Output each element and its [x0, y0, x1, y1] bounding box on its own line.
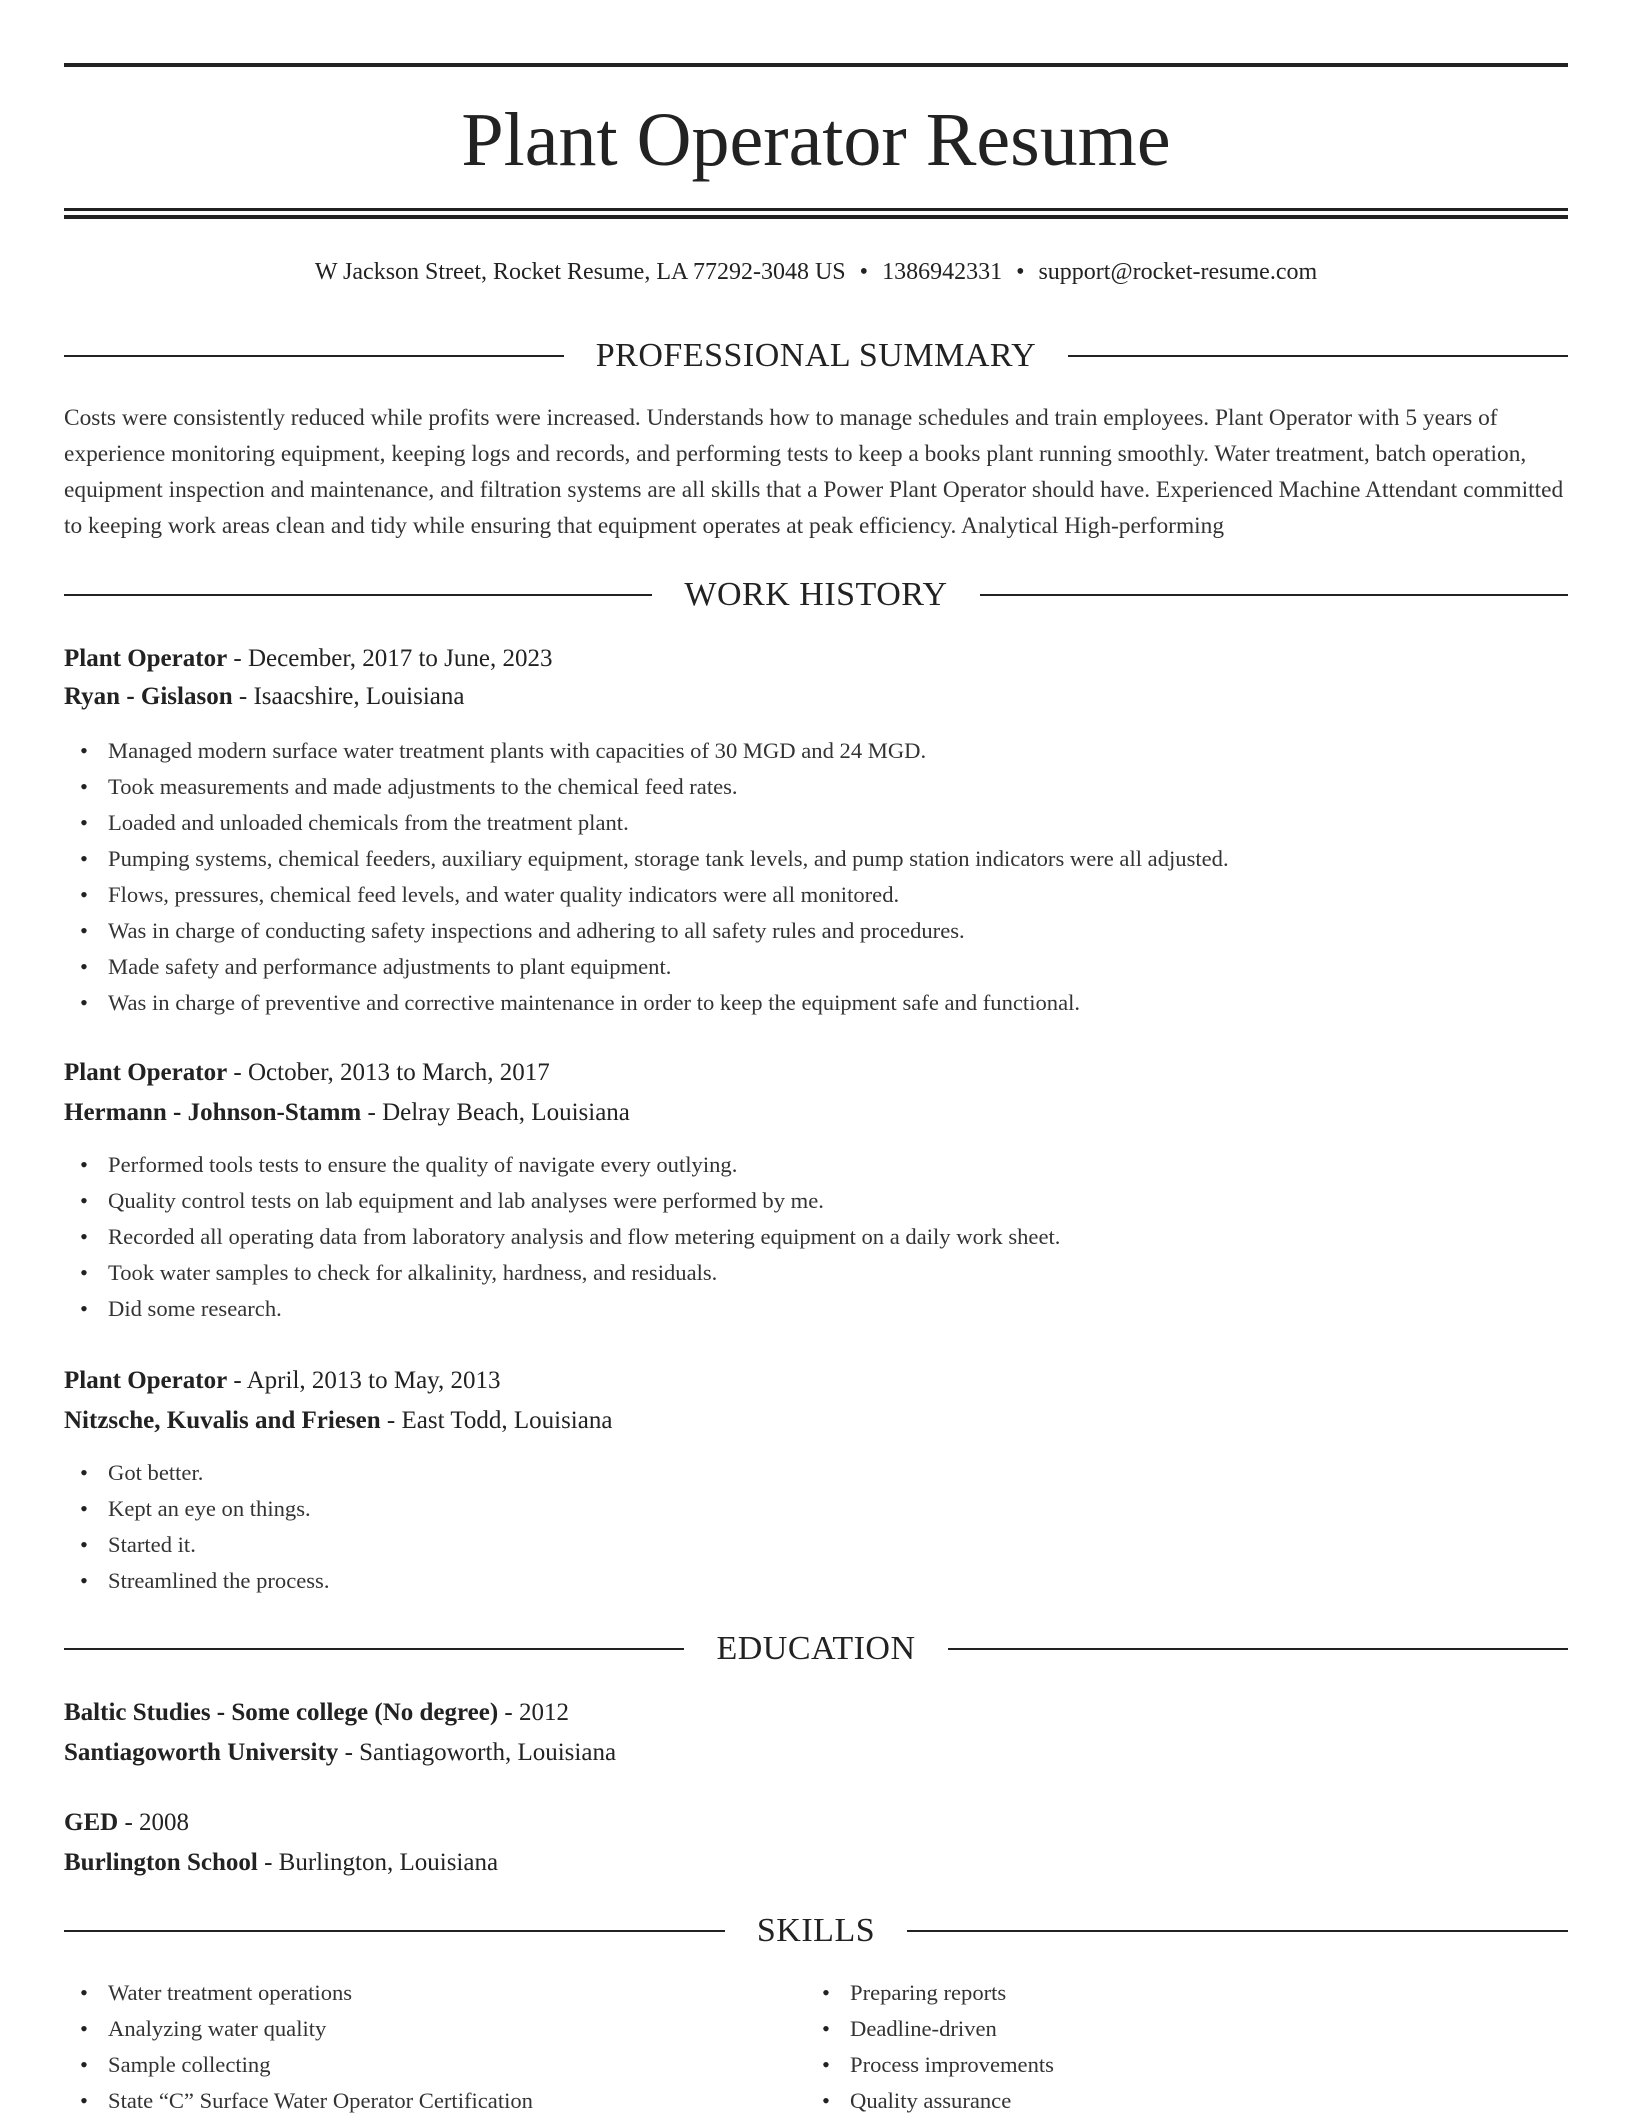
section-heading-skills	[64, 1911, 1568, 1951]
contact-email[interactable]: support@rocket-resume.com	[1038, 259, 1318, 285]
list-item: • Got better.	[108, 1455, 329, 1491]
job-location: East Todd, Louisiana	[401, 1407, 613, 1434]
skills-list-right	[806, 1975, 1054, 2119]
heading-rule-left	[64, 355, 564, 357]
contact-separator: •	[859, 259, 869, 285]
job-dates: April, 2013 to May, 2013	[246, 1367, 501, 1394]
education-degree: Baltic Studies - Some college (No degree)	[64, 1699, 499, 1726]
list-item: • Kept an eye on things.	[108, 1491, 329, 1527]
heading-rule-right	[1068, 355, 1568, 357]
skill-item: • Deadline-driven	[850, 2011, 1054, 2047]
job-title-line: Plant Operator - December, 2017 to June, 2023	[64, 645, 553, 672]
job-title-line: Plant Operator - October, 2013 to March, 2017	[64, 1059, 550, 1086]
list-item: • Performed tools tests to ensure the quality of navigate every outlying.	[108, 1147, 1060, 1183]
list-item: • Took measurements and made adjustments to the chemical feed rates.	[108, 769, 1229, 805]
list-item: • Was in charge of preventive and corrective maintenance in order to keep the equipment safe and functional.	[108, 985, 1229, 1021]
education-school: Burlington School	[64, 1849, 258, 1876]
list-item: • Took water samples to check for alkalinity, hardness, and residuals.	[108, 1255, 1060, 1291]
contact-phone: 1386942331	[882, 259, 1003, 285]
education-school-line: Santiagoworth University - Santiagoworth, Louisiana	[64, 1739, 617, 1766]
job-location: Isaacshire, Louisiana	[253, 683, 465, 710]
list-item: • Did some research.	[108, 1291, 1060, 1327]
list-item: • Quality control tests on lab equipment and lab analyses were performed by me.	[108, 1183, 1060, 1219]
skill-item: • Analyzing water quality	[108, 2011, 533, 2047]
education-school-line: Burlington School - Burlington, Louisiana	[64, 1849, 499, 1876]
top-rule	[64, 63, 1568, 67]
job-company-line: Nitzsche, Kuvalis and Friesen - East Todd, Louisiana	[64, 1407, 613, 1434]
skill-item: • Process improvements	[850, 2047, 1054, 2083]
job-bullets	[64, 1147, 1060, 1327]
contact-separator: •	[1016, 259, 1025, 285]
skill-item: • Water treatment operations	[108, 1975, 533, 2011]
contact-address: W Jackson Street, Rocket Resume, LA 77292-3048 US	[314, 259, 846, 285]
job-location: Delray Beach, Louisiana	[382, 1099, 630, 1126]
section-title: SKILLS	[756, 1912, 876, 1949]
section-heading-education	[64, 1629, 1568, 1669]
skill-item: • State “C” Surface Water Operator Certification	[108, 2083, 533, 2119]
job-bullets	[64, 1455, 329, 1599]
job-company: Ryan - Gislason	[64, 683, 233, 710]
job-title: Plant Operator	[64, 1059, 228, 1086]
list-item: • Loaded and unloaded chemicals from the treatment plant.	[108, 805, 1229, 841]
skill-item: • Preparing reports	[850, 1975, 1054, 2011]
section-heading-work-history	[64, 575, 1568, 615]
education-location: Santiagoworth, Louisiana	[359, 1739, 617, 1766]
list-item: • Was in charge of conducting safety inspections and adhering to all safety rules and procedures.	[108, 913, 1229, 949]
education-year: 2008	[139, 1809, 190, 1836]
section-heading-summary	[64, 336, 1568, 376]
skill-item: • Sample collecting	[108, 2047, 533, 2083]
education-location: Burlington, Louisiana	[278, 1849, 499, 1876]
education-school: Santiagoworth University	[64, 1739, 339, 1766]
resume-title: Plant Operator Resume	[461, 98, 1171, 182]
skills-list-left	[64, 1975, 533, 2119]
job-dates: October, 2013 to March, 2017	[248, 1059, 550, 1086]
job-title-line: Plant Operator - April, 2013 to May, 2013	[64, 1367, 501, 1394]
list-item: • Started it.	[108, 1527, 329, 1563]
list-item: • Streamlined the process.	[108, 1563, 329, 1599]
list-item: • Flows, pressures, chemical feed levels, and water quality indicators were all monitored.	[108, 877, 1229, 913]
education-year: 2012	[519, 1699, 569, 1726]
education-degree: GED	[64, 1809, 119, 1836]
job-title: Plant Operator	[64, 645, 228, 672]
job-company-line: Ryan - Gislason - Isaacshire, Louisiana	[64, 683, 465, 710]
list-item: • Pumping systems, chemical feeders, auxiliary equipment, storage tank levels, and pump station indicators were all adjusted.	[108, 841, 1229, 877]
job-company-line: Hermann - Johnson-Stamm - Delray Beach, Louisiana	[64, 1099, 630, 1126]
heading-rule-right	[980, 594, 1568, 596]
contact-line	[64, 255, 1568, 289]
section-title: WORK HISTORY	[684, 576, 948, 613]
heading-rule-right	[948, 1648, 1568, 1650]
heading-rule-left	[64, 594, 652, 596]
section-title: EDUCATION	[716, 1630, 916, 1667]
title-rule-upper	[64, 208, 1568, 211]
skill-item: • Quality assurance	[850, 2083, 1054, 2119]
education-degree-line: Baltic Studies - Some college (No degree) - 2012	[64, 1699, 569, 1726]
job-company: Hermann - Johnson-Stamm	[64, 1099, 362, 1126]
job-bullets	[64, 733, 1229, 1021]
heading-rule-right	[907, 1930, 1568, 1932]
heading-rule-left	[64, 1930, 725, 1932]
section-title: PROFESSIONAL SUMMARY	[595, 337, 1037, 374]
title-rule-lower	[64, 215, 1568, 219]
list-item: • Made safety and performance adjustments to plant equipment.	[108, 949, 1229, 985]
education-degree-line: GED - 2008	[64, 1809, 190, 1836]
heading-rule-left	[64, 1648, 684, 1650]
summary-paragraph: Costs were consistently reduced while profits were increased. Understands how to manage schedules and train employees. Plant Operator with 5 years of experience monitoring equipment, keeping logs and records, and performing tests to keep a books plant running smoothly. Water treatment, batch operation, equipment inspection and maintenance, and filtration systems are all skills that a Power Plant Operator should have. Experienced Machine Attendant committed to keeping work areas clean and tidy while ensuring that equipment operates at peak efficiency. Analytical High-performing	[64, 405, 1564, 539]
job-dates: December, 2017 to June, 2023	[248, 645, 553, 672]
job-title: Plant Operator	[64, 1367, 228, 1394]
list-item: • Recorded all operating data from laboratory analysis and flow metering equipment on a daily work sheet.	[108, 1219, 1060, 1255]
job-company: Nitzsche, Kuvalis and Friesen	[64, 1407, 381, 1434]
list-item: • Managed modern surface water treatment plants with capacities of 30 MGD and 24 MGD.	[108, 733, 1229, 769]
